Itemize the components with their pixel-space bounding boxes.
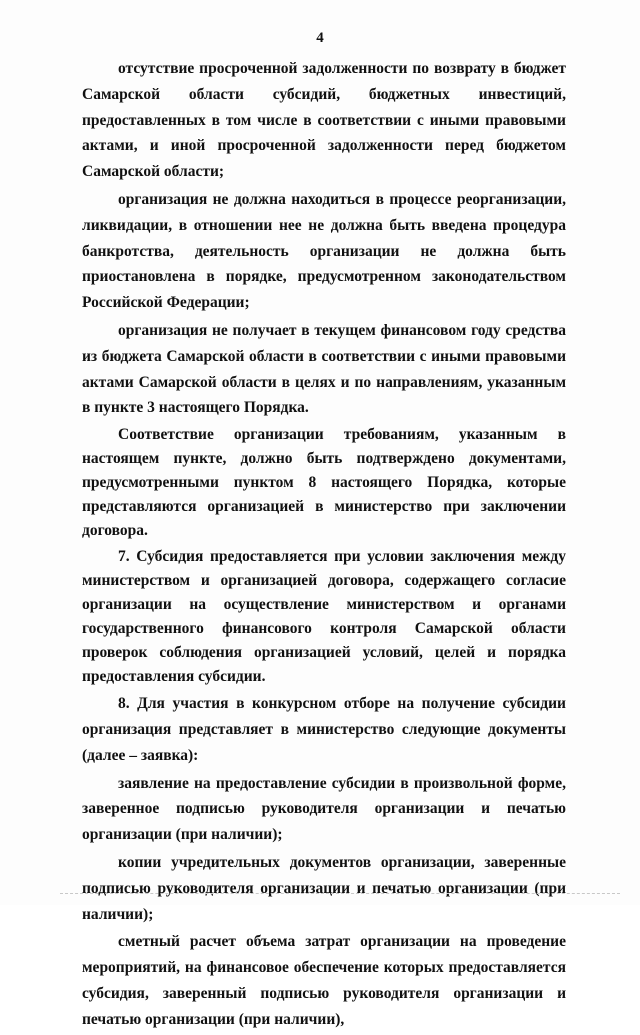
paragraph-cost-estimate: сметный расчет объема затрат организации на проведение мероприятий, на финансовое обеспечение которых предоставляется субсидия, заверенный подписью руководителя организации и печатью организации (при наличии), <box>82 933 566 1028</box>
paragraph-no-other-funds: организация не получает в текущем финансовом году средства из бюджета Самарской области в соответствии с иными правовыми актами Самарской области в целях и по направлениям, указанным в пункте 3 настоящего Порядка. <box>82 321 566 417</box>
paragraph-debt-absence: отсутствие просроченной задолженности по возврату в бюджет Самарской области субсидий, бюджетных инвестиций, предоставленных в том числе в соответствии с иными правовыми актами, и иной просроченной задолженности перед бюджетом Самарской области; <box>82 60 566 181</box>
scan-edge-line <box>60 893 620 896</box>
paragraph-compliance-documents: Соответствие организации требованиям, указанным в настоящем пункте, должно быть подтверждено документами, предусмотренными пунктом 8 настоящего Порядка, которые представляются организацией в министерство при заключении договора. <box>82 426 566 540</box>
paragraph-no-reorganization: организация не должна находиться в процессе реорганизации, ликвидации, в отношении нее не должна быть введена процедура банкротства, деятельность организации не должна быть приостановлена в порядке, предусмотренном законодательством Российской Федерации; <box>82 190 566 312</box>
paragraph-item-7: 7. Субсидия предоставляется при условии заключения между министерством и организацией договора, содержащего согласие организации на осуществление министерством и органами государственного финансового контроля Самарской области проверок соблюдения организацией условий, целей и порядка предоставления субсидии. <box>82 548 566 686</box>
page-number: 4 <box>316 30 324 46</box>
paragraph-application-statement: заявление на предоставление субсидии в произвольной форме, заверенное подписью руководителя организации и печатью организации (при наличии); <box>82 774 566 844</box>
paragraph-founding-documents: копии учредительных документов организации, заверенные подписью руководителя организации и печатью организации (при наличии); <box>82 853 566 923</box>
paragraph-item-8: 8. Для участия в конкурсном отборе на получение субсидии организация представляет в министерство следующие документы (далее – заявка): <box>82 695 566 764</box>
document-body <box>82 56 566 1035</box>
